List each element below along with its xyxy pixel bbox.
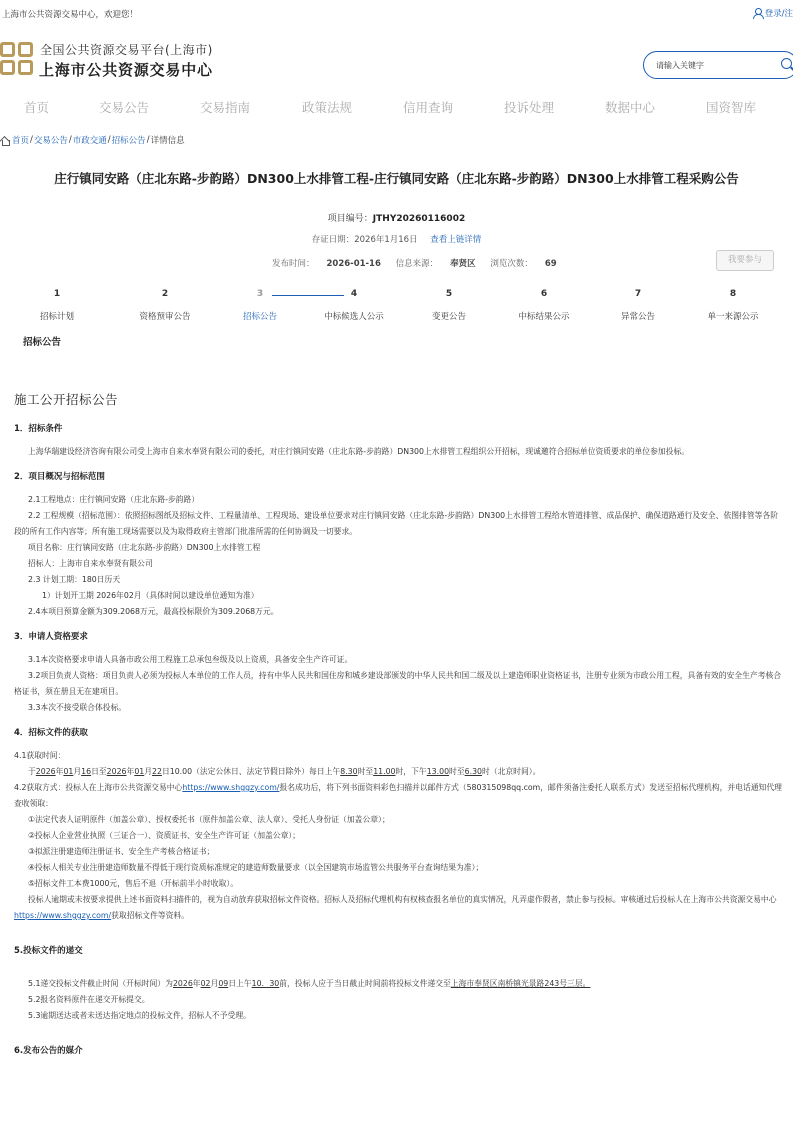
step-num: 2 bbox=[161, 289, 169, 299]
logo-subtitle[interactable]: 全国公共资源交易平台(上海市) bbox=[40, 43, 213, 57]
deadline-paragraph: 5.1递交投标文件截止时间（开标时间）为2026年02月09日上午10．30前，投标人应于当日截止时间前将投标文件递交至上海市奉贤区南桥镇光景路243号三层。 bbox=[28, 979, 591, 988]
search-box bbox=[643, 51, 793, 79]
section-heading: 5.投标文件的递交 bbox=[14, 946, 83, 956]
step-num: 8 bbox=[729, 289, 737, 299]
paragraph: 4.1获取时间： bbox=[14, 751, 66, 760]
get-time-paragraph: 于2026年01月16日至2026年01月22日10.00（法定公休日、法定节假日除外）每日上午8.30时至11.00时，下午13.00时至6.30时（北京时间）。 bbox=[28, 767, 541, 776]
paragraph: 5.3逾期送达或者未送达指定地点的投标文件，招标人不予受理。 bbox=[28, 1011, 251, 1020]
nav-credit-query[interactable]: 信用查询 bbox=[403, 100, 454, 115]
nav-trade-notices[interactable]: 交易公告 bbox=[99, 100, 150, 115]
paragraph: 项目名称：庄行镇同安路（庄北东路-步韵路）DN300上水排管工程 bbox=[28, 543, 261, 552]
nav-think-tank[interactable]: 国资智库 bbox=[706, 100, 757, 115]
paragraph: 上海华瑞建设经济咨询有限公司受上海市自来水奉贤有限公司的委托，对庄行镇同安路（庄北东路-步韵路）DN300上水排管工程组织公开招标，现诚邀符合招标单位资质要求的单位参加投标。 bbox=[28, 447, 690, 456]
list-item: ②投标人企业营业执照（三证合一）、资质证书、安全生产许可证（加盖公章）； bbox=[28, 831, 301, 840]
section-heading: 3．申请人资格要求 bbox=[14, 632, 88, 642]
nav-home[interactable]: 首页 bbox=[24, 100, 50, 115]
step-candidate-notice[interactable]: 中标候选人公示 bbox=[324, 312, 384, 322]
step-abnormal-notice[interactable]: 异常公告 bbox=[620, 312, 656, 322]
shggzy-link[interactable]: https://www.shggzy.com/ bbox=[14, 911, 112, 920]
logo-icon[interactable] bbox=[0, 42, 34, 76]
breadcrumb-current: 详情信息 bbox=[150, 136, 185, 146]
notice-content bbox=[14, 390, 784, 1066]
paragraph: 3.3本次不接受联合体投标。 bbox=[28, 703, 127, 712]
view-count: 浏览次数： 69 bbox=[490, 259, 557, 269]
step-num: 3 bbox=[256, 289, 264, 299]
user-icon bbox=[753, 8, 763, 19]
paragraph: 2.3 计划工期：180日历天 bbox=[28, 575, 121, 584]
login-label[interactable]: 登录/注 bbox=[764, 9, 793, 19]
nav-data-center[interactable]: 数据中心 bbox=[605, 100, 656, 115]
step-tender-notice[interactable]: 招标公告 bbox=[242, 312, 278, 322]
paragraph: 3.1本次资格要求申请人具备市政公用工程施工总承包叁级及以上资质，具备安全生产许可证。 bbox=[28, 655, 353, 664]
paragraph: 3.2项目负责人资格：项目负责人必须为投标人本单位的工作人员，持有中华人民共和国住房和城乡建设部颁发的中华人民共和国二级及以上建造师职业资格证书，注册专业须为市政公用工程，具备有效的安全生产考核合格证书，须在册且无在建项目。 bbox=[14, 671, 782, 696]
list-item: ④投标人相关专业注册建造师数量不得低于现行资质标准规定的建造师数量要求（以全国建筑市场监管公共服务平台查询结果为准）； bbox=[28, 863, 484, 872]
project-number: 项目编号：JTHY20260116002 bbox=[327, 214, 466, 224]
paragraph: 1）计划开工期 2026年02月（具体时间以建设单位通知为准） bbox=[42, 591, 259, 600]
list-item: ⑤招标文件工本费1000元，售后不退（开标前半小时收取）。 bbox=[28, 879, 239, 888]
search-icon[interactable] bbox=[781, 58, 792, 69]
nav-trade-guide[interactable]: 交易指南 bbox=[200, 100, 251, 115]
list-item: ③拟派注册建造师注册证书、安全生产考核合格证书； bbox=[28, 847, 215, 856]
paragraph: 招标人：上海市自来水奉贤有限公司 bbox=[28, 559, 153, 568]
welcome-text: 上海市公共资源交易中心，欢迎您！ bbox=[2, 10, 139, 20]
section-heading: 4．招标文件的获取 bbox=[14, 728, 88, 738]
section-heading: 2．项目概况与招标范围 bbox=[14, 472, 105, 482]
section-heading: 6.发布公告的媒介 bbox=[14, 1046, 83, 1056]
publish-time: 发布时间： 2026-01-16 bbox=[272, 259, 381, 269]
login-link[interactable] bbox=[753, 7, 793, 19]
step-num: 6 bbox=[540, 289, 548, 299]
section-heading: 1．招标条件 bbox=[14, 424, 63, 434]
step-change-notice[interactable]: 变更公告 bbox=[431, 312, 467, 322]
logo-title[interactable]: 上海市公共资源交易中心 bbox=[39, 61, 213, 79]
notice-title: 庄行镇同安路（庄北东路-步韵路）DN300上水排管工程-庄行镇同安路（庄北东路-步韵路）DN300上水排管工程采购公告 bbox=[54, 171, 739, 186]
breadcrumb-municipal[interactable]: 市政交通 bbox=[72, 136, 107, 146]
paragraph: 2.1工程地点：庄行镇同安路（庄北东路-步韵路） bbox=[28, 495, 200, 504]
home-icon bbox=[0, 136, 10, 145]
site-header bbox=[0, 38, 793, 88]
tab-tender-notice[interactable]: 招标公告 bbox=[23, 337, 62, 348]
paragraph: 4.2获取方式：投标人在上海市公共资源交易中心https://www.shggzy.com/报名成功后，将下列书面资料彩色扫描并以邮件方式（580315098qq.com，邮件须备注委托人联系方式）发送至招标代理机构，并电话通知代理查收领取： bbox=[14, 783, 782, 808]
process-steps bbox=[0, 286, 793, 326]
step-num: 4 bbox=[350, 289, 358, 299]
info-source: 信息来源： 奉贤区 bbox=[395, 259, 476, 269]
nav-policies[interactable]: 政策法规 bbox=[302, 100, 353, 115]
evidence-date: 存证日期：2026年1月16日 查看上链详情 bbox=[311, 235, 482, 245]
notice-meta bbox=[272, 257, 569, 269]
breadcrumb-tender[interactable]: 招标公告 bbox=[111, 136, 146, 146]
breadcrumb: 首页 / 交易公告 / 市政交通 / 招标公告 / 详情信息 bbox=[0, 134, 185, 146]
step-num: 1 bbox=[53, 289, 61, 299]
step-prequal-notice[interactable]: 资格预审公告 bbox=[139, 312, 191, 322]
join-button[interactable]: 我要参与 bbox=[716, 250, 774, 271]
nav-complaints[interactable]: 投诉处理 bbox=[504, 100, 555, 115]
paragraph: 投标人逾期或未按要求提供上述书面资料扫描件的，视为自动放弃获取招标文件资格。招标人及招标代理机构有权核查报名单位的真实情况，凡弄虚作假者，禁止参与投标。审核通过后投标人在上海市公共资源交易中心https://www.shggzy.com/获取招标文件等资料。 bbox=[14, 895, 777, 920]
main-nav bbox=[0, 92, 793, 122]
breadcrumb-home[interactable]: 首页 bbox=[12, 136, 30, 146]
list-item: ①法定代表人证明原件（加盖公章）、授权委托书（原件加盖公章、法人章）、受托人身份证（加盖公章）； bbox=[28, 815, 390, 824]
doc-title: 施工公开招标公告 bbox=[14, 392, 119, 407]
step-num: 5 bbox=[445, 289, 453, 299]
breadcrumb-notices[interactable]: 交易公告 bbox=[33, 136, 68, 146]
search-input[interactable] bbox=[656, 58, 766, 72]
paragraph: 2.4本项目预算金额为309.2068万元，最高投标限价为309.2068万元。 bbox=[28, 607, 279, 616]
step-num: 7 bbox=[634, 289, 642, 299]
step-single-source[interactable]: 单一来源公示 bbox=[707, 312, 759, 322]
shggzy-link[interactable]: https://www.shggzy.com/ bbox=[182, 783, 280, 792]
paragraph: 2.2 工程规模（招标范围）：依照招标图纸及招标文件、工程量清单、工程现场、建设单位要求对庄行镇同安路（庄北东路-步韵路）DN300上水排管工程给水管道排管、成品保护、确保道路通行及安全、依图排管等各阶段的所有工作内容等；所有施工现场需要以及为取得政府主管部门批准所需的任何协调及一切要求。 bbox=[14, 511, 779, 536]
paragraph: 5.2报名资料原件在递交开标提交。 bbox=[28, 995, 150, 1004]
step-tender-plan[interactable]: 招标计划 bbox=[39, 312, 75, 322]
top-bar bbox=[0, 0, 793, 28]
step-result-notice[interactable]: 中标结果公示 bbox=[518, 312, 570, 322]
active-step-line bbox=[272, 295, 344, 296]
chain-detail-link[interactable]: 查看上链详情 bbox=[430, 235, 482, 245]
